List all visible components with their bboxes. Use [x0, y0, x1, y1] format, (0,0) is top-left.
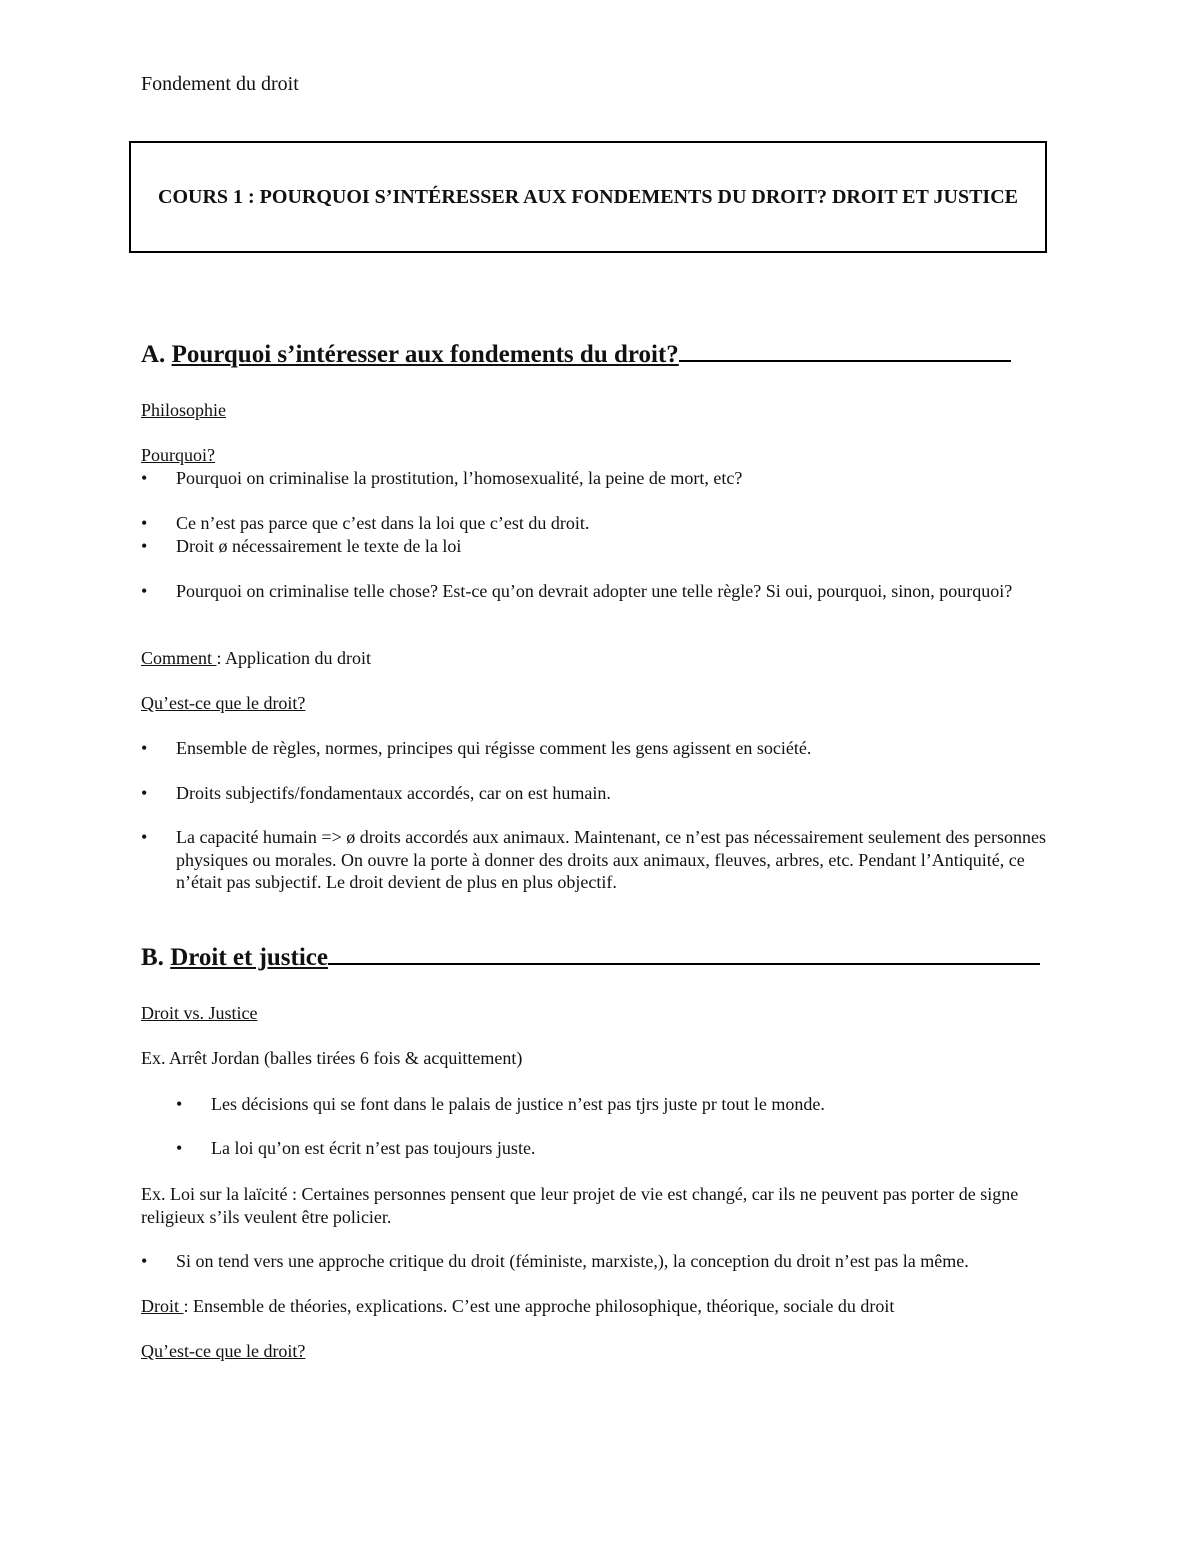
droit-label: Droit	[141, 1296, 184, 1316]
comment-label: Comment	[141, 648, 217, 668]
bullet-icon: •	[141, 513, 148, 533]
list-item: • Si on tend vers une approche critique du droit (féministe, marxiste,), la conception du droit n’est pas la même.	[141, 1251, 969, 1271]
section-a-heading	[141, 338, 1011, 370]
section-b-label: B.	[141, 944, 164, 971]
list-item: • Pourquoi on criminalise la prostitution, l’homosexualité, la peine de mort, etc?	[141, 468, 743, 488]
section-a-rule	[679, 338, 1011, 362]
droit-definition-line	[141, 1295, 894, 1318]
bullet-icon: •	[141, 1251, 148, 1271]
bullet-icon: •	[141, 783, 148, 803]
list-item: • Les décisions qui se font dans le palais de justice n’est pas tjrs juste pr tout le monde.	[176, 1094, 825, 1114]
example-laicite: Ex. Loi sur la laïcité : Certaines personnes pensent que leur projet de vie est changé, car ils ne peuvent pas porter de signe religieux s’ils veulent être policier.	[141, 1184, 1019, 1227]
pourquoi-label: Pourquoi?	[141, 445, 215, 465]
section-a-label: A.	[141, 341, 166, 368]
list-item: • Ce n’est pas parce que c’est dans la loi que c’est du droit.	[141, 513, 590, 533]
philosophie-label: Philosophie	[141, 400, 227, 420]
course-title: COURS 1 : POURQUOI S’INTÉRESSER AUX FONDEMENTS DU DROIT? DROIT ET JUSTICE	[158, 186, 1018, 208]
section-b-rule	[328, 941, 1040, 965]
question-b-label: Qu’est-ce que le droit?	[141, 1341, 306, 1361]
bullet-icon: •	[141, 738, 148, 758]
comment-text: : Application du droit	[216, 648, 371, 668]
bullet-icon: •	[141, 581, 148, 601]
course-title-box	[129, 141, 1047, 253]
list-item: • La loi qu’on est écrit n’est pas toujours juste.	[176, 1138, 536, 1158]
section-a-title: Pourquoi s’intéresser aux fondements du droit?	[171, 341, 679, 368]
example-jordan: Ex. Arrêt Jordan (balles tirées 6 fois & acquittement)	[141, 1048, 523, 1068]
bullet-icon: •	[176, 1138, 183, 1158]
page-header: Fondement du droit	[141, 73, 299, 95]
list-item: • La capacité humain => ø droits accordés aux animaux. Maintenant, ce n’est pas nécessairement seulement des personnes physiques ou morales. On ouvre la porte à donner des droits aux animaux, fleuves, arbres, etc. Pendant l’Antiquité, ce n’était pas subjectif. Le droit devient de plus en plus objectif.	[141, 827, 1046, 892]
bullet-icon: •	[176, 1094, 183, 1114]
section-b-title: Droit et justice	[170, 944, 328, 971]
question-a-label: Qu’est-ce que le droit?	[141, 693, 306, 713]
droit-definition: : Ensemble de théories, explications. C’est une approche philosophique, théorique, sociale du droit	[183, 1296, 895, 1316]
bullet-icon: •	[141, 468, 148, 488]
droit-vs-justice-label: Droit vs. Justice	[141, 1003, 258, 1023]
bullet-icon: •	[141, 536, 148, 556]
list-item: • Droit ø nécessairement le texte de la loi	[141, 536, 462, 556]
list-item: • Ensemble de règles, normes, principes qui régisse comment les gens agissent en société.	[141, 738, 812, 758]
list-item: • Droits subjectifs/fondamentaux accordés, car on est humain.	[141, 783, 611, 803]
comment-line	[141, 647, 371, 670]
list-item: • Pourquoi on criminalise telle chose? Est-ce qu’on devrait adopter une telle règle? Si oui, pourquoi, sinon, pourquoi?	[141, 581, 1013, 601]
bullet-icon: •	[141, 827, 148, 847]
section-b-heading	[141, 941, 1040, 973]
